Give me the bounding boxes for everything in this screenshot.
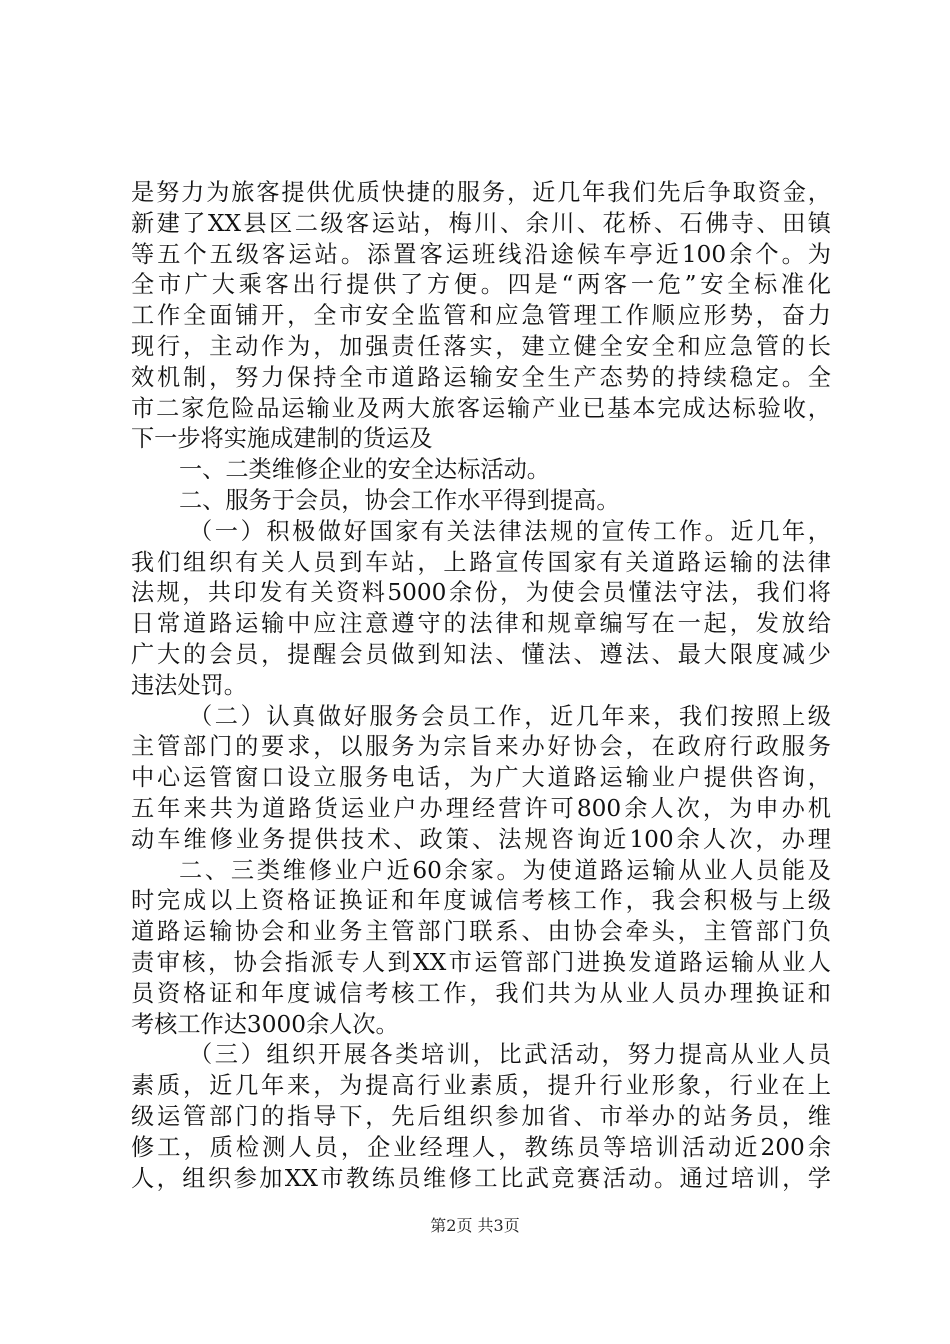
- text-line: 现行，主动作为，加强责任落实，建立健全安全和应急管的长: [131, 332, 831, 360]
- text-line: 是努力为旅客提供优质快捷的服务，近几年我们先后争取资金，: [131, 179, 831, 206]
- text-line: 一、二类维修企业的安全达标活动。: [179, 456, 550, 484]
- section-heading: 二、服务于会员，协会工作水平得到提高。: [179, 486, 620, 514]
- document-body: [131, 178, 831, 1194]
- text-line: 日常道路运输中应注意遵守的法律和规章编写在一起，发放给: [131, 610, 831, 638]
- text-line: 下一步将实施成建制的货运及: [131, 425, 433, 453]
- text-line: 主管部门的要求，以服务为宗旨来办好协会，在政府行政服务: [131, 733, 831, 761]
- page-number-footer: 第2页 共3页: [430, 1216, 520, 1235]
- text-line: 广大的会员，提醒会员做到知法、懂法、遵法、最大限度减少: [131, 640, 831, 668]
- text-line: 时完成以上资格证换证和年度诚信考核工作，我会积极与上级: [131, 887, 831, 915]
- text-line: 道路运输协会和业务主管部门联系、由协会牵头，主管部门负: [131, 918, 831, 946]
- text-line: 等五个五级客运站。添置客运班线沿途候车亭近100余个。为: [131, 240, 831, 268]
- text-line: 级运管部门的指导下，先后组织参加省、市举办的站务员，维: [131, 1102, 831, 1130]
- text-line: （二）认真做好服务会员工作，近几年来，我们按照上级: [189, 702, 831, 730]
- text-line: 动车维修业务提供技术、政策、法规咨询近100余人次，办理: [131, 825, 831, 853]
- text-line: 全市广大乘客出行提供了方便。四是“两客一危”安全标准化: [131, 271, 831, 299]
- text-line: （一）积极做好国家有关法律法规的宣传工作。近几年，: [189, 517, 831, 545]
- text-line: 责审核，协会指派专人到XX市运管部门进换发道路运输从业人: [131, 948, 831, 976]
- text-line: 人，组织参加XX市教练员维修工比武竞赛活动。通过培训，学: [131, 1164, 831, 1192]
- text-line: 效机制，努力保持全市道路运输安全生产态势的持续稳定。全: [131, 363, 831, 391]
- text-line: 法规，共印发有关资料5000余份，为使会员懂法守法，我们将: [131, 579, 831, 607]
- text-line: 市二家危险品运输业及两大旅客运输产业已基本完成达标验收，: [131, 394, 831, 422]
- text-line: 我们组织有关人员到车站，上路宣传国家有关道路运输的法律: [131, 548, 831, 576]
- text-line: 考核工作达3000余人次。: [131, 1010, 399, 1038]
- text-line: 五年来共为道路货运业户办理经营许可800余人次，为申办机: [131, 794, 831, 822]
- text-line: 违法处罚。: [131, 671, 247, 699]
- text-line: （三）组织开展各类培训，比武活动，努力提高从业人员: [189, 1041, 831, 1069]
- text-line: 工作全面铺开，全市安全监管和应急管理工作顺应形势，奋力: [131, 302, 831, 330]
- text-line: 修工，质检测人员，企业经理人，教练员等培训活动近200余: [131, 1133, 831, 1161]
- text-line: 员资格证和年度诚信考核工作，我们共为从业人员办理换证和: [131, 979, 831, 1007]
- text-line: 中心运管窗口设立服务电话，为广大道路运输业户提供咨询，: [131, 764, 831, 792]
- text-line: 素质，近几年来，为提高行业素质，提升行业形象，行业在上: [131, 1072, 831, 1100]
- text-line: 新建了XX县区二级客运站，梅川、余川、花桥、石佛寺、田镇: [131, 209, 831, 237]
- text-line: 二、三类维修业户近60余家。为使道路运输从业人员能及: [179, 856, 831, 884]
